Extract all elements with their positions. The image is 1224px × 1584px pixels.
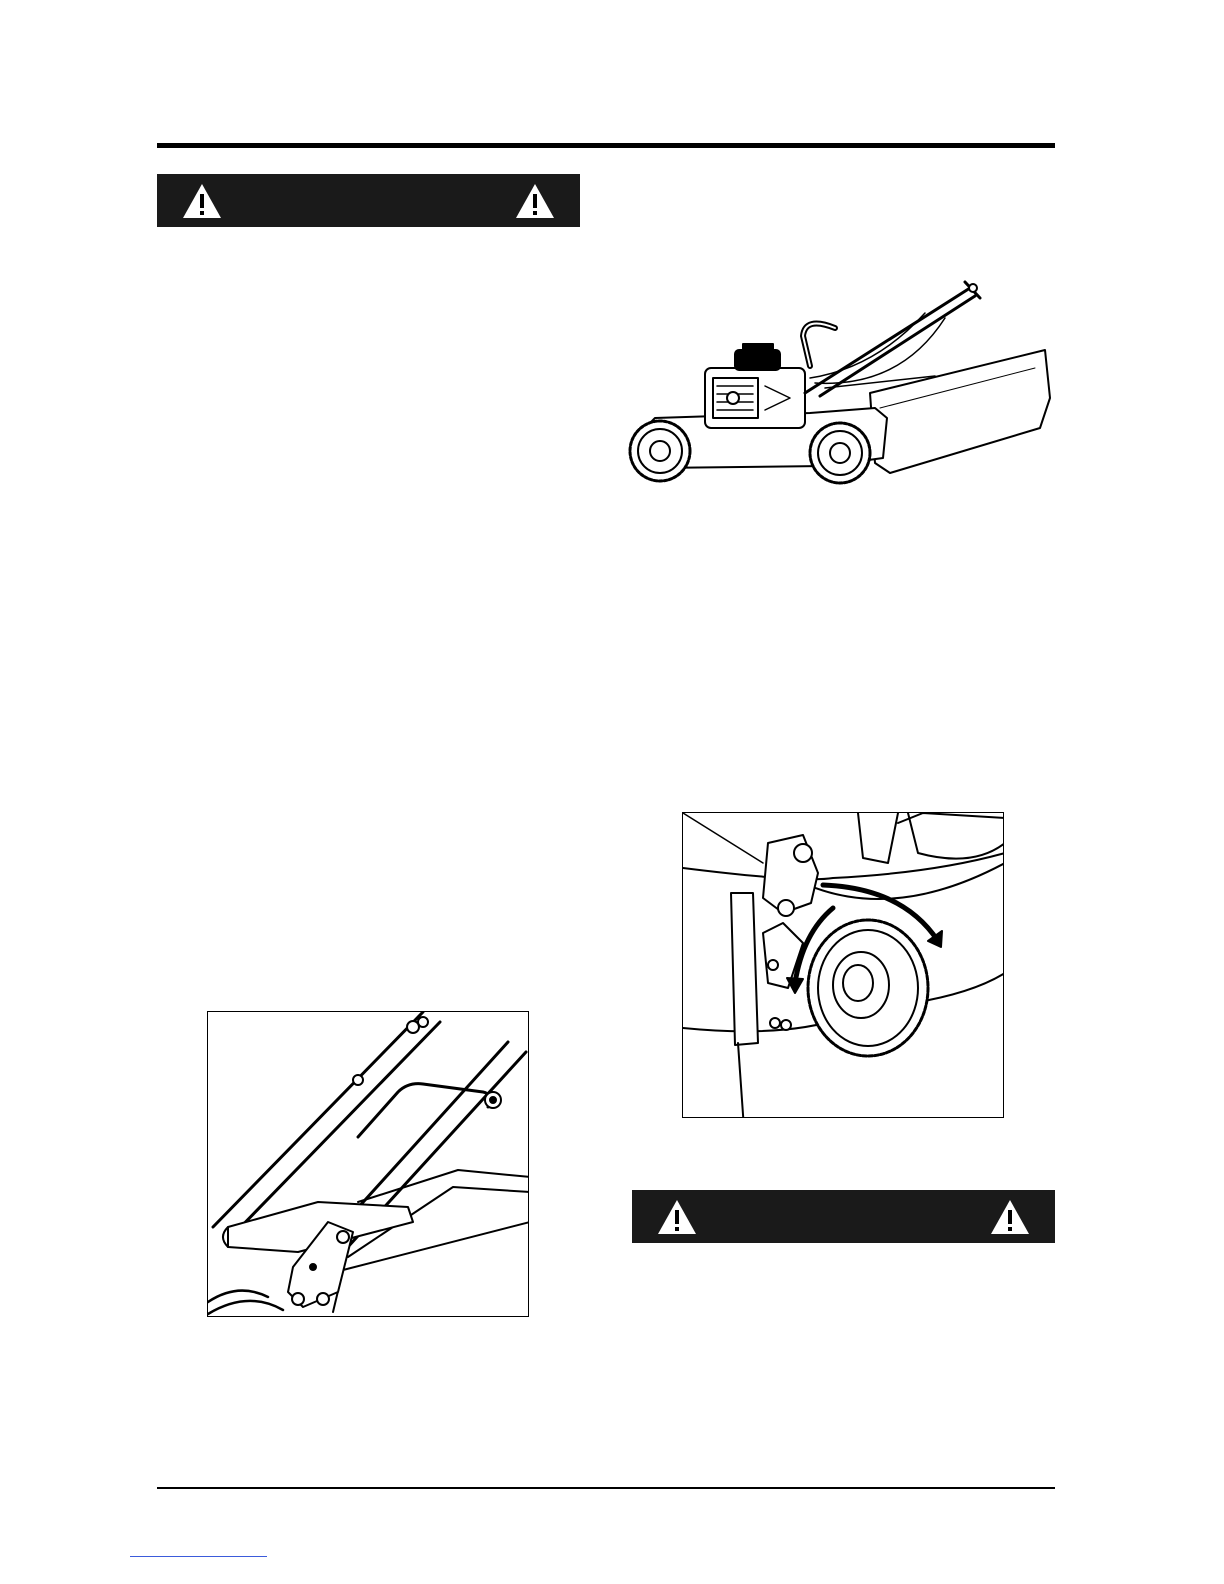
mower-side-view-illustration: [625, 268, 1055, 488]
warning-triangle-icon: [656, 1198, 698, 1236]
header-rule: [157, 143, 1055, 148]
wheel-adjuster-figure: [682, 812, 1004, 1118]
link-underline[interactable]: [130, 1556, 267, 1557]
handle-closeup-illustration: [208, 1012, 529, 1317]
footer-rule: [157, 1487, 1055, 1489]
warning-triangle-icon: [181, 182, 223, 220]
wheel-adjuster-illustration: [683, 813, 1004, 1118]
warning-triangle-icon: [989, 1198, 1031, 1236]
warning-banner-left: [157, 174, 580, 227]
handle-closeup-figure: [207, 1011, 529, 1317]
warning-banner-right: [632, 1190, 1055, 1243]
warning-triangle-icon: [514, 182, 556, 220]
